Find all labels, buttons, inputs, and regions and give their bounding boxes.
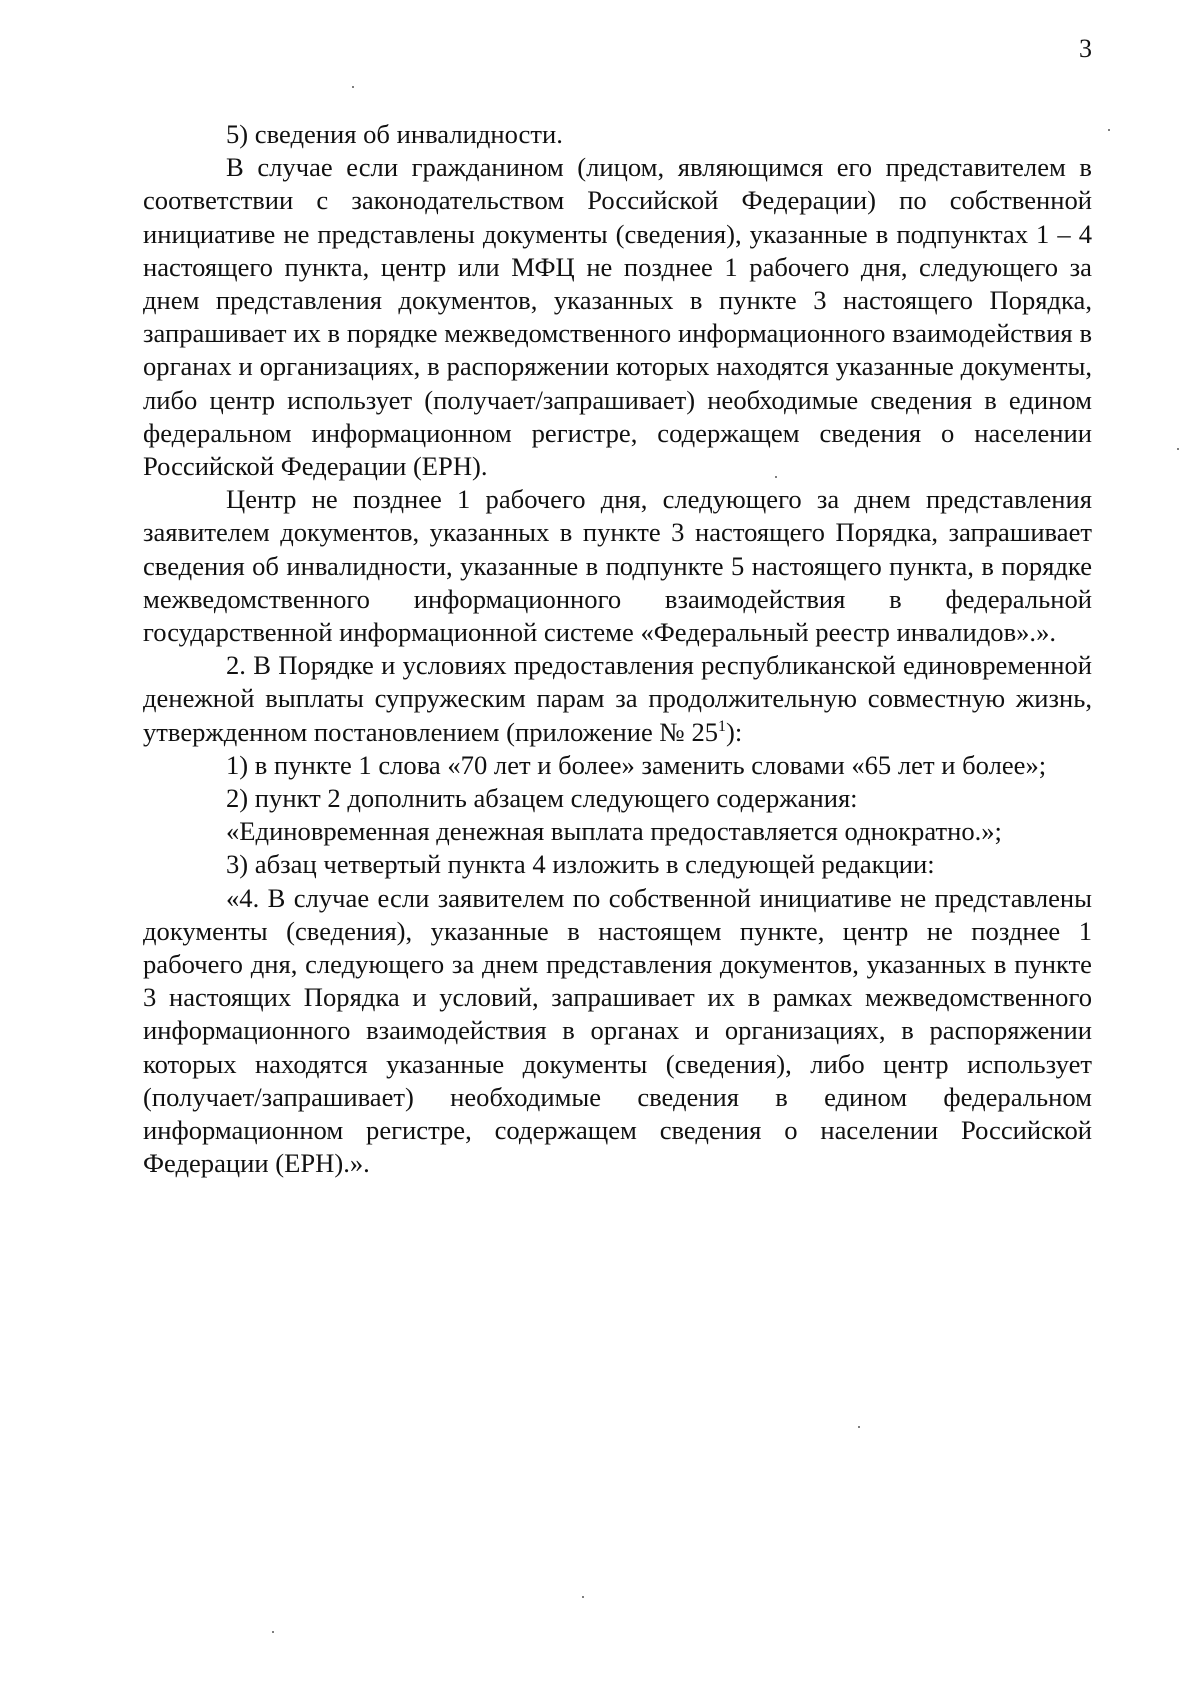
scan-speck xyxy=(582,1596,584,1598)
paragraph-disability-request: Центр не позднее 1 рабочего дня, следующего за днем представления заявителем документов, указанных в пункте 3 настоящего Порядка, запрашивает сведения об инвалидности, указанные в подпункте 5 настоящего пункта, в порядке межведомственного информационного взаимодействия в федеральной государственной информационной системе «Федеральный реестр инвалидов».». xyxy=(143,484,1092,648)
scan-speck xyxy=(272,1631,274,1633)
document-body xyxy=(143,118,1092,1181)
scan-speck xyxy=(1177,448,1179,450)
paragraph-section-2 xyxy=(143,649,1092,749)
paragraph-item-5: 5) сведения об инвалидности. xyxy=(226,119,563,149)
page-number: 3 xyxy=(1079,34,1092,63)
paragraph-subitem-1: 1) в пункте 1 слова «70 лет и более» заменить словами «65 лет и более»; xyxy=(226,749,1047,780)
paragraph-subitem-2: 2) пункт 2 дополнить абзацем следующего содержания: xyxy=(226,783,858,814)
paragraph-quoted-sentence: «Единовременная денежная выплата предоставляется однократно.»; xyxy=(226,816,1002,847)
section-2-text-end: ): xyxy=(726,716,743,747)
paragraph-subitem-3: 3) абзац четвертый пункта 4 изложить в следующей редакции: xyxy=(226,849,935,880)
scan-speck xyxy=(858,1426,860,1428)
scan-speck xyxy=(352,86,354,88)
scan-speck xyxy=(775,476,777,478)
paragraph-documents-request: В случае если гражданином (лицом, являющимся его представителем в соответствии с законодательством Российской Федерации) по собственной инициативе не представлены документы (сведения), указанные в подпунктах 1 – 4 настоящего пункта, центр или МФЦ не позднее 1 рабочего дня, следующего за днем представления документов, указанных в пункте 3 настоящего Порядка, запрашивает их в порядке межведомственного информационного взаимодействия в органах и организациях, в распоряжении которых находятся указанные документы, либо центр использует (получает/запрашивает) необходимые сведения в едином федеральном информационном регистре, содержащем сведения о населении Российской Федерации (ЕРН). xyxy=(143,152,1092,482)
scan-speck xyxy=(1108,129,1110,131)
paragraph-new-item-4: «4. В случае если заявителем по собственной инициативе не представлены документы (сведения), указанные в настоящем пункте, центр не позднее 1 рабочего дня, следующего за днем представления документов, указанных в пункте 3 настоящих Порядка и условий, запрашивает их в рамках межведомственного информационного взаимодействия в органах и организациях, в распоряжении которых находятся указанные документы (сведения), либо центр использует (получает/запрашивает) необходимые сведения в едином федеральном информационном регистре, содержащем сведения о населении Российской Федерации (ЕРН).». xyxy=(143,882,1092,1179)
section-2-text: 2. В Порядке и условиях предоставления республиканской единовременной денежной выплаты супружеским парам за продолжительную совместную жизнь, утвержденном постановлением (приложение № 25 xyxy=(143,650,1092,747)
footnote-superscript: 1 xyxy=(718,717,727,735)
